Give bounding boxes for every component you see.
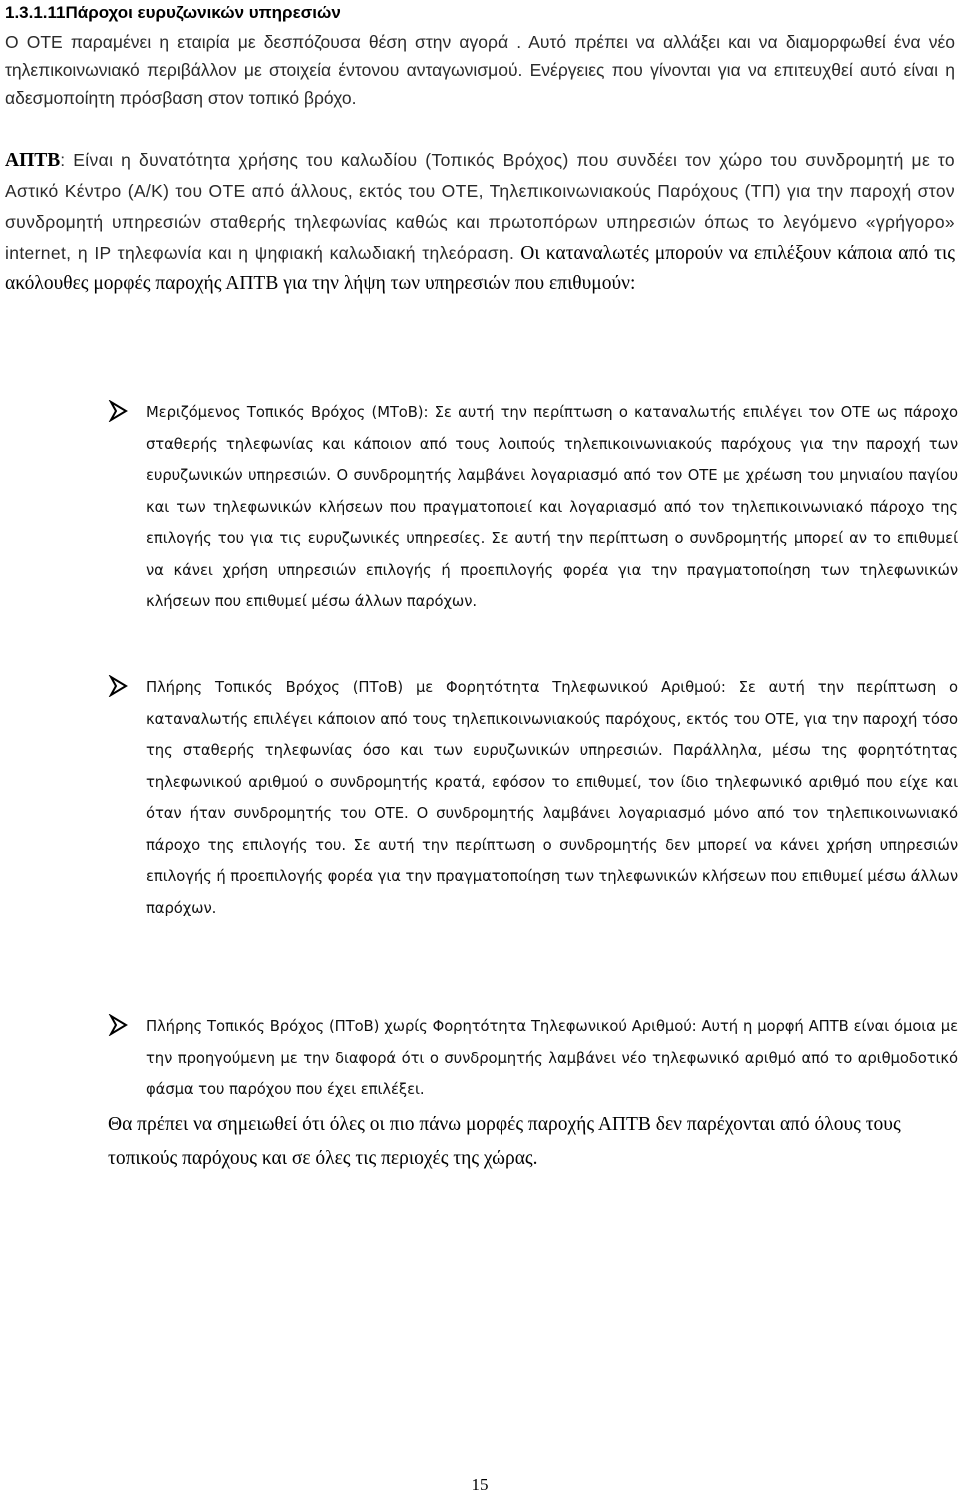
arrow-bullet-icon — [108, 675, 130, 697]
arrow-bullet-icon — [108, 400, 130, 422]
aptb-term: ΑΠΤΒ — [5, 150, 61, 171]
bullet-text: Πλήρης Τοπικός Βρόχος (ΠΤοΒ) με Φορητότητα Τηλεφωνικού Αριθμού: Σε αυτή την περίπτωση ο καταναλωτής επιλέγει κάποιον από τους τηλεπικοινωνιακούς παρόχους, εκτός του ΟΤΕ, για την παροχή τόσο της σταθερής τηλεφωνίας όσο και των ευρυζωνικών υπηρεσιών. Παράλληλα, μέσω της φορητότητας τηλεφωνικού αριθμού ο συνδρομητής κρατά, εφόσον το επιθυμεί, τον ίδιο τηλεφωνικό αριθμό που είχε και όταν ήταν συνδρομητής του ΟΤΕ. Ο συνδρομητής λαμβάνει λογαριασμό μόνο από τον τηλεπικοινωνιακό πάροχο της επιλογής του. Σε αυτή την περίπτωση ο συνδρομητής δεν μπορεί να κάνει χρήση υπηρεσιών επιλογής ή προεπιλογής φορέα για την πραγματοποίηση των τηλεφωνικών κλήσεων που επιθυμεί μέσω άλλων παρόχων. — [146, 679, 959, 917]
intro-paragraph: Ο ΟΤΕ παραμένει η εταιρία με δεσπόζουσα θέση στην αγορά . Αυτό πρέπει να αλλάξει και να διαμορφωθεί ένα νέο τηλεπικοινωνιακό περιβάλλον με στοιχεία έντονου ανταγωνισμού. Ενέργειες που γίνονται για να επιτευχθεί αυτό είναι η αδεσμοποίητη πρόσβαση στον τοπικό βρόχο. — [5, 32, 955, 108]
arrow-bullet-icon — [108, 1014, 130, 1036]
closing-paragraph: Θα πρέπει να σημειωθεί ότι όλες οι πιο πάνω μορφές παροχής ΑΠΤΒ δεν παρέχονται από όλους τους τοπικούς παρόχους και σε όλες τις περιοχές της χώρας. — [108, 1114, 901, 1169]
section-heading: 1.3.1.11Πάροχοι ευρυζωνικών υπηρεσιών — [5, 3, 341, 22]
bullet-item — [108, 672, 958, 924]
bullet-text: Μεριζόμενος Τοπικός Βρόχος (ΜΤοΒ): Σε αυτή την περίπτωση ο καταναλωτής επιλέγει τον ΟΤΕ ως πάροχο σταθερής τηλεφωνίας και κάποιον από τους λοιπούς τηλεπικοινωνιακούς παρόχους για την παροχή των ευρυζωνικών υπηρεσιών. Ο συνδρομητής λαμβάνει λογαριασμό από τον ΟΤΕ με χρέωση του μηνιαίου παγίου και των τηλεφωνικών κλήσεων που πραγματοποιεί και λογαριασμό από τον τηλεπικοινωνιακό πάροχο της επιλογής του για τις ευρυζωνικές υπηρεσίες. Σε αυτή την περίπτωση ο συνδρομητής μπορεί αν το επιθυμεί να κάνει χρήση υπηρεσιών επιλογής ή προεπιλογής φορέα για την πραγματοποίηση των τηλεφωνικών κλήσεων που επιθυμεί μέσω άλλων παρόχων. — [146, 404, 958, 610]
page-number: 15 — [471, 1475, 489, 1494]
aptb-paragraph — [5, 145, 955, 299]
bullet-item — [108, 1011, 958, 1106]
bullet-text: Πλήρης Τοπικός Βρόχος (ΠΤοΒ) χωρίς Φορητότητα Τηλεφωνικού Αριθμού: Αυτή η μορφή ΑΠΤΒ είναι όμοια με την προηγούμενη με την διαφορά ότι ο συνδρομητής λαμβάνει νέο τηλεφωνικό αριθμό από το αριθμοδοτικό φάσμα του παρόχου που έχει επιλέξει. — [146, 1018, 958, 1098]
aptb-definition: : Είναι η δυνατότητα χρήσης του καλωδίου (Τοπικός Βρόχος) που συνδέει τον χώρο του συνδρομητή με το Αστικό Κέντρο (Α/Κ) του ΟΤΕ από άλλους, εκτός του ΟΤΕ, Τηλεπικοινωνιακούς Παρόχους (ΤΠ) για την παροχή στον συνδρομητή υπηρεσιών σταθερής τηλεφωνίας καθώς και πρωτοπόρων υπηρεσιών όπως το λεγόμενο «γρήγορο» internet, η IP τηλεφωνία και η ψηφιακή καλωδιακή τηλεόραση. — [5, 150, 955, 263]
aptb-continuation: Οι καταναλωτές μπορούν να επιλέξουν κάποια από τις ακόλουθες μορφές παροχής ΑΠΤΒ για την λήψη των υπηρεσιών που επιθυμούν: — [5, 243, 955, 294]
bullet-item — [108, 397, 958, 618]
